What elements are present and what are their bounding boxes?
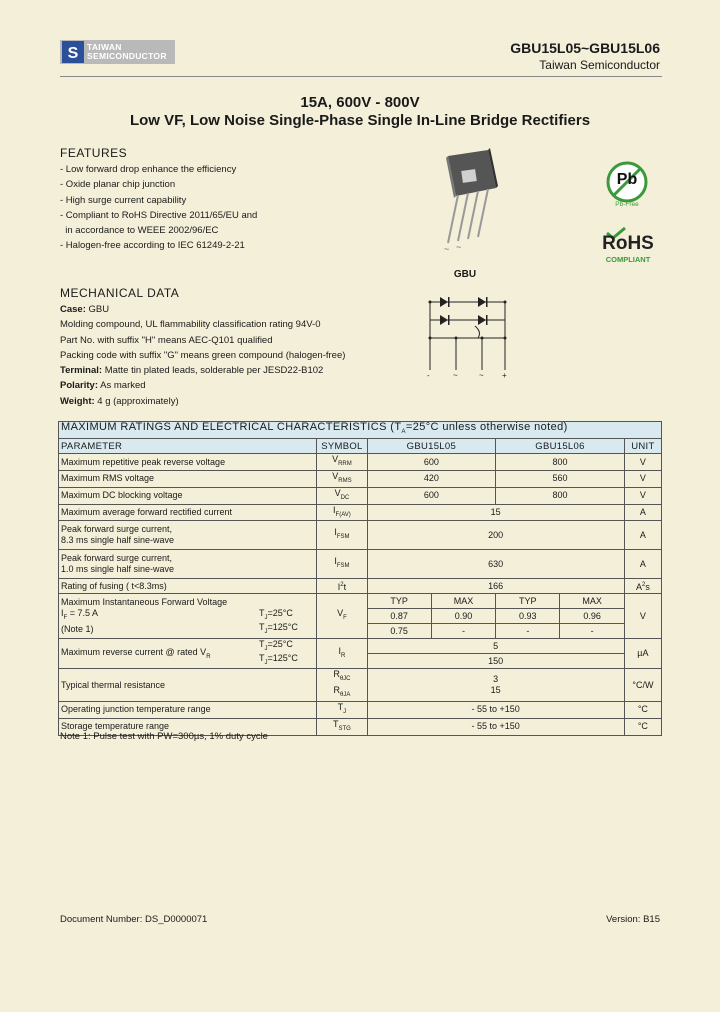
table-row: 0.75 - - - <box>59 624 662 639</box>
table-row: 0.87 0.90 0.93 0.96 <box>59 609 662 624</box>
feature-item: in accordance to WEEE 2002/96/EC <box>60 225 219 237</box>
svg-text:-: - <box>427 371 430 380</box>
rohs-compliant-text: COMPLIANT <box>605 255 651 264</box>
document-number: Document Number: DS_D0000071 <box>60 914 208 925</box>
features-heading: FEATURES <box>60 146 128 160</box>
col-gbu15l05: GBU15L05 <box>367 439 496 454</box>
feature-item: - High surge current capability <box>60 194 187 206</box>
product-title-line1: 15A, 600V - 800V <box>300 94 420 111</box>
logo-line2: SEMICONDUCTOR <box>87 51 167 61</box>
table-note: Note 1: Pulse test with PW=300µs, 1% duty cycle <box>60 731 268 742</box>
table-row: Operating junction temperature range $T_J$ - 55 to +150 °C <box>59 701 662 718</box>
bridge-circuit-diagram <box>420 292 520 382</box>
product-title-line2: Low VF, Low Noise Single-Phase Single In-Line Bridge Rectifiers <box>129 112 591 129</box>
svg-text:S: S <box>67 45 79 62</box>
gbu-package-image <box>430 148 510 258</box>
svg-text:~: ~ <box>453 371 458 380</box>
suffix-g-line: Packing code with suffix "G" means green compound (halogen-free) <box>60 349 346 361</box>
table-row: 150 <box>59 654 662 669</box>
mechanical-list <box>60 302 345 409</box>
col-parameter: PARAMETER <box>59 439 317 454</box>
terminal-line: Terminal: Matte tin plated leads, solderable per JESD22-B102 <box>60 365 324 377</box>
table-title-row <box>59 422 662 439</box>
col-gbu15l06: GBU15L06 <box>496 439 625 454</box>
table-row: Maximum DC blocking voltage $V_{DC}$ 600 800 V <box>59 487 662 504</box>
svg-text:~: ~ <box>444 244 450 254</box>
pb-free-text: Pb-Free <box>615 201 639 208</box>
table-row: Peak forward surge current, 1.0 ms single half sine-wave $I_{FSM}$ 630 A <box>59 550 662 579</box>
pb-text: Pb <box>616 171 638 188</box>
table-row: Typical thermal resistance $R_{\theta JC}$ $R_{\theta JA}$ 3 15 °C/W <box>59 669 662 702</box>
table-row: Maximum reverse current @ rated $V_R$ $T_J=25^\circ C$ $T_J=125^\circ C$ $I_R$ 5 µA <box>59 639 662 654</box>
weight-line: Weight: 4 g (approximately) <box>60 395 179 407</box>
svg-text:+: + <box>502 371 507 380</box>
col-unit: UNIT <box>624 439 661 454</box>
feature-item: - Halogen-free according to IEC 61249-2-21 <box>60 240 245 252</box>
table-row: Rating of fusing ( t<8.3ms) $I^2t$ 166 $A^2s$ <box>59 579 662 594</box>
case-line: Case: GBU <box>60 304 110 315</box>
company-logo <box>60 40 175 64</box>
logo-line1: TAIWAN <box>87 42 122 52</box>
rohs-text: RoHS <box>602 233 654 254</box>
col-symbol: SYMBOL <box>317 439 367 454</box>
table-row: Maximum average forward rectified current $I_{F(AV)}$ 15 A <box>59 504 662 521</box>
polarity-line: Polarity: As marked <box>60 380 146 392</box>
table-row: Maximum Instantaneous Forward Voltage $I_F = 7.5$ A (Note 1) $T_J=25^\circ C$ $T_J=125^\circ C$ $V_F$ TYP MAX TYP MAX V <box>59 594 662 609</box>
svg-text:~: ~ <box>479 371 484 380</box>
molding-line: Molding compound, UL flammability classification rating 94V-0 <box>60 319 321 331</box>
feature-item: - Compliant to RoHS Directive 2011/65/EU and <box>60 209 258 221</box>
table-row: Storage temperature range $T_{STG}$ - 55 to +150 °C <box>59 718 662 735</box>
svg-text:~: ~ <box>456 242 462 252</box>
ts-logo-icon <box>62 41 84 63</box>
table-row: Maximum RMS voltage $V_{RMS}$ 420 560 V <box>59 470 662 487</box>
company-name: Taiwan Semiconductor <box>539 58 660 72</box>
table-row: Maximum repetitive peak reverse voltage $V_{RRM}$ 600 800 V <box>59 454 662 471</box>
table-title: MAXIMUM RATINGS AND ELECTRICAL CHARACTERISTICS ($T_A=25^\circ C$ unless otherwise noted) <box>59 422 662 439</box>
table-row: Peak forward surge current, 8.3 ms single half sine-wave $I_{FSM}$ 200 A <box>59 521 662 550</box>
header-divider <box>60 76 662 77</box>
suffix-h-line: Part No. with suffix "H" means AEC-Q101 qualified <box>60 334 273 346</box>
feature-item: - Oxide planar chip junction <box>60 179 176 191</box>
document-version: Version: B15 <box>606 914 660 925</box>
column-header-row <box>59 439 662 454</box>
ratings-table <box>58 421 662 736</box>
part-number-title: GBU15L05~GBU15L06 <box>510 40 660 56</box>
feature-item: - Low forward drop enhance the efficiency <box>60 164 237 175</box>
mechanical-heading: MECHANICAL DATA <box>60 286 180 300</box>
package-label: GBU <box>453 269 477 280</box>
features-list <box>60 162 257 254</box>
